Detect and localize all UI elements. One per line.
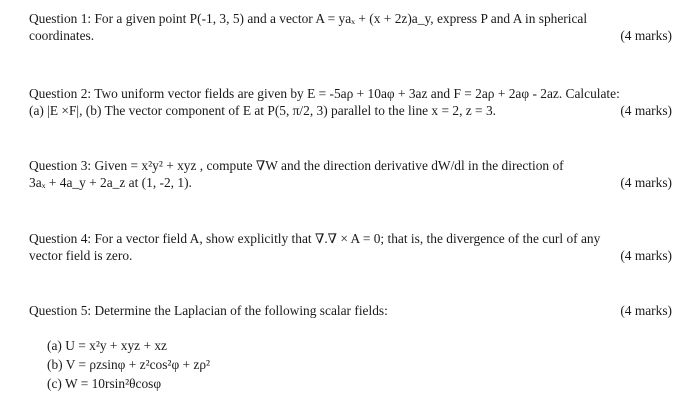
question-2 <box>29 85 672 119</box>
question-5-parts <box>47 336 210 393</box>
question-4-line-2: vector field is zero. <box>29 248 133 263</box>
question-3-line-2-row <box>29 174 672 191</box>
question-3-line-2: 3aₓ + 4a_y + 2a_z at (1, -2, 1). <box>29 175 192 190</box>
question-5 <box>29 302 672 319</box>
question-4-marks: (4 marks) <box>620 248 672 263</box>
question-5-marks: (4 marks) <box>620 303 672 318</box>
question-2-line-1: Question 2: Two uniform vector fields are given by E = -5aρ + 10aφ + 3az and F = 2aρ + 2aφ - 2az. Calculate: <box>29 86 620 101</box>
question-3 <box>29 157 672 191</box>
question-4-line-2-row <box>29 247 672 264</box>
question-4 <box>29 230 672 264</box>
question-5-part-c: (c) W = 10rsin²θcosφ <box>47 376 162 391</box>
question-1-line-2: coordinates. <box>29 28 95 43</box>
question-3-line-1: Question 3: Given = x²y² + xyz , compute ∇W and the direction derivative dW/dl in the direction of <box>29 158 564 173</box>
question-5-line-1-row <box>29 302 672 319</box>
question-1-marks: (4 marks) <box>620 28 672 43</box>
question-4-line-1: Question 4: For a vector field A, show explicitly that ∇.∇ × A = 0; that is, the divergence of the curl of any <box>29 231 601 246</box>
question-5-part-a: (a) U = x²y + xyz + xz <box>47 338 167 353</box>
question-5-part-b: (b) V = ρzsinφ + z²cos²φ + zρ² <box>47 357 211 372</box>
question-2-line-2: (a) |E ×F|, (b) The vector component of E at P(5, π/2, 3) parallel to the line x = 2, z = 3. <box>29 103 496 118</box>
question-5-line-1: Question 5: Determine the Laplacian of the following scalar fields: <box>29 303 388 318</box>
question-3-marks: (4 marks) <box>620 175 672 190</box>
question-2-line-2-row <box>29 102 672 119</box>
question-2-marks: (4 marks) <box>620 103 672 118</box>
question-1 <box>29 10 672 44</box>
question-1-line-2-row <box>29 27 672 44</box>
question-1-line-1: Question 1: For a given point P(-1, 3, 5) and a vector A = yaₓ + (x + 2z)a_y, express P and A in spherical <box>29 11 588 26</box>
